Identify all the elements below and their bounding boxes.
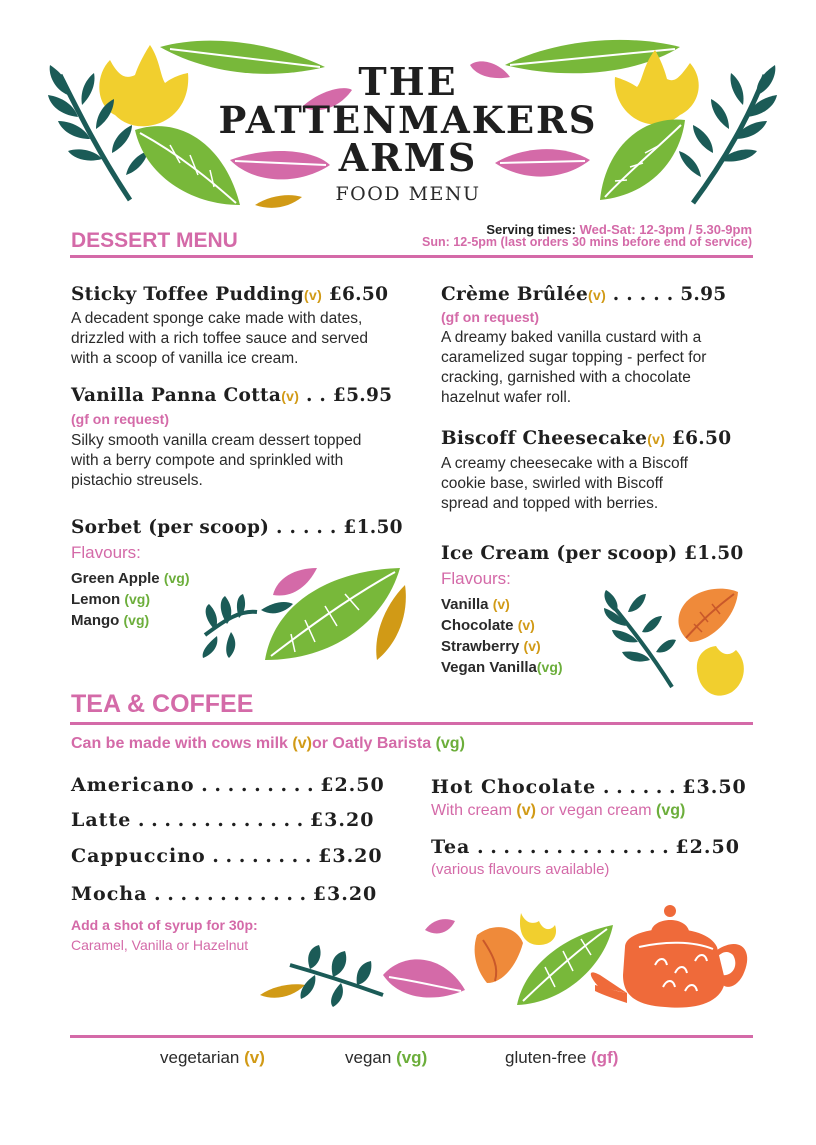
item-panna-cotta: [71, 385, 392, 406]
ice-cream-flavours: [441, 594, 563, 678]
veg-tag: (v): [588, 287, 607, 303]
syrup-options: Caramel, Vanilla or Hazelnut: [71, 937, 249, 953]
desc-line: with a scoop of vanilla ice cream.: [71, 350, 299, 367]
veg-tag: (v): [304, 287, 323, 303]
leader: . . . . . . . . . . . .: [147, 883, 313, 905]
drink-latte: [71, 809, 374, 831]
desc-line: drizzled with a rich toffee sauce and served: [71, 330, 368, 347]
gf-note: (gf on request): [71, 411, 169, 427]
desc-line: cookie base, swirled with Biscoff: [441, 475, 663, 492]
item-sticky-toffee: [71, 284, 388, 305]
vegan-tag: (vg): [536, 659, 563, 675]
list-item: [441, 657, 563, 678]
leader: . . . . . . . .: [205, 845, 319, 867]
drink-hot-chocolate: [431, 776, 747, 798]
desc-line: A decadent sponge cake made with dates,: [71, 310, 363, 327]
title-line-1: THE: [358, 59, 458, 104]
drink-name: Cappuccino: [71, 845, 206, 867]
drink-name: Tea: [431, 836, 471, 858]
vegan-tag: (vg): [656, 802, 686, 819]
hot-chocolate-note: [431, 802, 685, 820]
item-price: £5.95: [332, 385, 393, 406]
drink-name: Hot Chocolate: [431, 776, 597, 798]
desc-line: with a berry compote and sprinkled with: [71, 452, 344, 469]
item-price: £1.50: [684, 543, 744, 564]
note-text: With cream: [431, 802, 512, 819]
drink-price: £3.20: [318, 845, 383, 867]
serving-hours: Wed-Sat: 12-3pm / 5.30-9pm: [579, 222, 752, 237]
bottom-decoration: [255, 895, 755, 1020]
list-item: [71, 610, 189, 631]
item-name: Ice Cream (per scoop): [441, 543, 678, 564]
desc-line: spread and topped with berries.: [441, 495, 659, 512]
desc-line: A creamy cheesecake with a Biscoff: [441, 455, 688, 472]
leader: . . . . .: [269, 517, 344, 538]
vegan-tag: (vg): [123, 612, 150, 628]
drink-name: Latte: [71, 809, 132, 831]
list-item: [441, 594, 563, 615]
drink-price: £3.20: [309, 809, 375, 831]
leader: . . . . . . . . . . . . . . .: [470, 836, 676, 858]
leader: [322, 284, 329, 305]
item-price: £6.50: [671, 428, 732, 449]
legend-label: vegetarian: [160, 1048, 240, 1067]
syrup-heading: Add a shot of syrup for 30p:: [71, 917, 258, 933]
leader: . . . . .: [606, 284, 681, 305]
leader: . .: [299, 385, 333, 406]
veg-tag: (v): [244, 1048, 265, 1067]
drink-cappuccino: [71, 845, 383, 867]
veg-tag: (v): [647, 431, 666, 447]
gf-note: (gf on request): [441, 309, 539, 325]
item-name: Crème Brûlée: [441, 284, 589, 305]
flavour-name: Strawberry: [441, 638, 520, 655]
title-line-2: PATTENMAKERS: [218, 98, 598, 142]
vegan-tag: (vg): [435, 735, 465, 752]
leader: . . . . . .: [596, 776, 683, 798]
item-creme-brulee: [441, 284, 726, 305]
list-item: [441, 636, 563, 657]
leader: . . . . . . . . .: [194, 774, 321, 796]
drink-price: £2.50: [675, 836, 740, 858]
flavour-name: Green Apple: [71, 570, 160, 587]
serving-times: [422, 223, 752, 249]
legend-label: vegan: [345, 1048, 392, 1067]
drink-name: Americano: [71, 774, 195, 796]
drink-price: £3.50: [682, 776, 747, 798]
item-name: Vanilla Panna Cotta: [71, 385, 282, 406]
desc-line: Silky smooth vanilla cream dessert topped: [71, 432, 362, 449]
item-ice-cream: [441, 543, 744, 564]
leader: [665, 428, 672, 449]
drink-tea: [431, 836, 740, 858]
tea-coffee-rule: [70, 722, 753, 725]
veg-tag: (v): [492, 596, 510, 612]
leader: . . . . . . . . . . . . .: [131, 809, 310, 831]
vegan-tag: (vg): [163, 570, 190, 586]
item-price: 5.95: [680, 284, 727, 305]
tea-note: (various flavours available): [431, 861, 610, 878]
dessert-heading: DESSERT MENU: [71, 229, 238, 252]
item-price: £1.50: [343, 517, 403, 538]
list-item: [71, 568, 189, 589]
teapot-icon: [591, 905, 747, 1008]
desc-line: A dreamy baked vanilla custard with a: [441, 329, 702, 346]
subtitle: FOOD MENU: [335, 183, 481, 205]
vegan-tag: (vg): [124, 591, 151, 607]
veg-tag: (v): [523, 638, 541, 654]
desc-line: hazelnut wafer roll.: [441, 389, 572, 406]
sorbet-flavours: [71, 568, 189, 631]
flavours-heading: Flavours:: [441, 569, 511, 588]
drink-price: £2.50: [320, 774, 385, 796]
flavours-heading: Flavours:: [71, 543, 141, 562]
flavour-name: Vanilla: [441, 596, 489, 613]
desc-line: cracking, garnished with a chocolate: [441, 369, 691, 386]
legend-gluten-free: [505, 1048, 618, 1068]
flavour-name: Mango: [71, 612, 120, 629]
drink-price: £3.20: [312, 883, 378, 905]
note-text: or vegan cream: [540, 802, 652, 819]
serving-sunday: Sun: 12-5pm (last orders 30 mins before end of service): [422, 235, 752, 249]
gf-tag: (gf): [591, 1048, 619, 1067]
flavour-name: Chocolate: [441, 617, 514, 634]
flavour-name: Lemon: [71, 591, 121, 608]
item-name: Biscoff Cheesecake: [441, 428, 648, 449]
veg-tag: (v): [517, 617, 535, 633]
desc-line: pistachio streusels.: [71, 472, 203, 489]
item-biscoff: [441, 428, 731, 449]
title-line-3: ARMS: [338, 135, 478, 180]
item-desc: [71, 309, 368, 369]
sorbet-leaf-decoration: [195, 560, 415, 670]
flavour-name: Vegan Vanilla: [441, 659, 537, 676]
tea-coffee-heading: TEA & COFFEE: [71, 690, 254, 718]
item-desc: [441, 328, 706, 408]
veg-tag: (v): [281, 388, 300, 404]
vegan-tag: (vg): [396, 1048, 428, 1067]
ice-cream-leaf-decoration: [600, 582, 760, 702]
item-desc: [71, 431, 361, 491]
list-item: [71, 589, 189, 610]
footer-rule: [70, 1035, 753, 1038]
legend-label: gluten-free: [505, 1048, 587, 1067]
milk-or-text: or Oatly Barista: [311, 735, 432, 752]
item-name: Sticky Toffee Pudding: [71, 284, 305, 305]
dessert-rule: [70, 255, 753, 258]
item-price: £6.50: [328, 284, 389, 305]
legend-vegan: [345, 1048, 427, 1068]
item-sorbet: [71, 517, 403, 538]
serving-label: Serving times:: [486, 222, 576, 237]
veg-tag: (v): [292, 735, 312, 752]
list-item: [441, 615, 563, 636]
milk-text: Can be made with cows milk: [71, 735, 288, 752]
drink-americano: [71, 774, 385, 796]
drink-name: Mocha: [71, 883, 148, 905]
item-name: Sorbet (per scoop): [71, 517, 270, 538]
item-desc: [441, 454, 688, 514]
milk-options: [71, 735, 465, 753]
legend-vegetarian: [160, 1048, 265, 1068]
desc-line: caramelized sugar topping - perfect for: [441, 349, 707, 366]
veg-tag: (v): [516, 802, 536, 819]
